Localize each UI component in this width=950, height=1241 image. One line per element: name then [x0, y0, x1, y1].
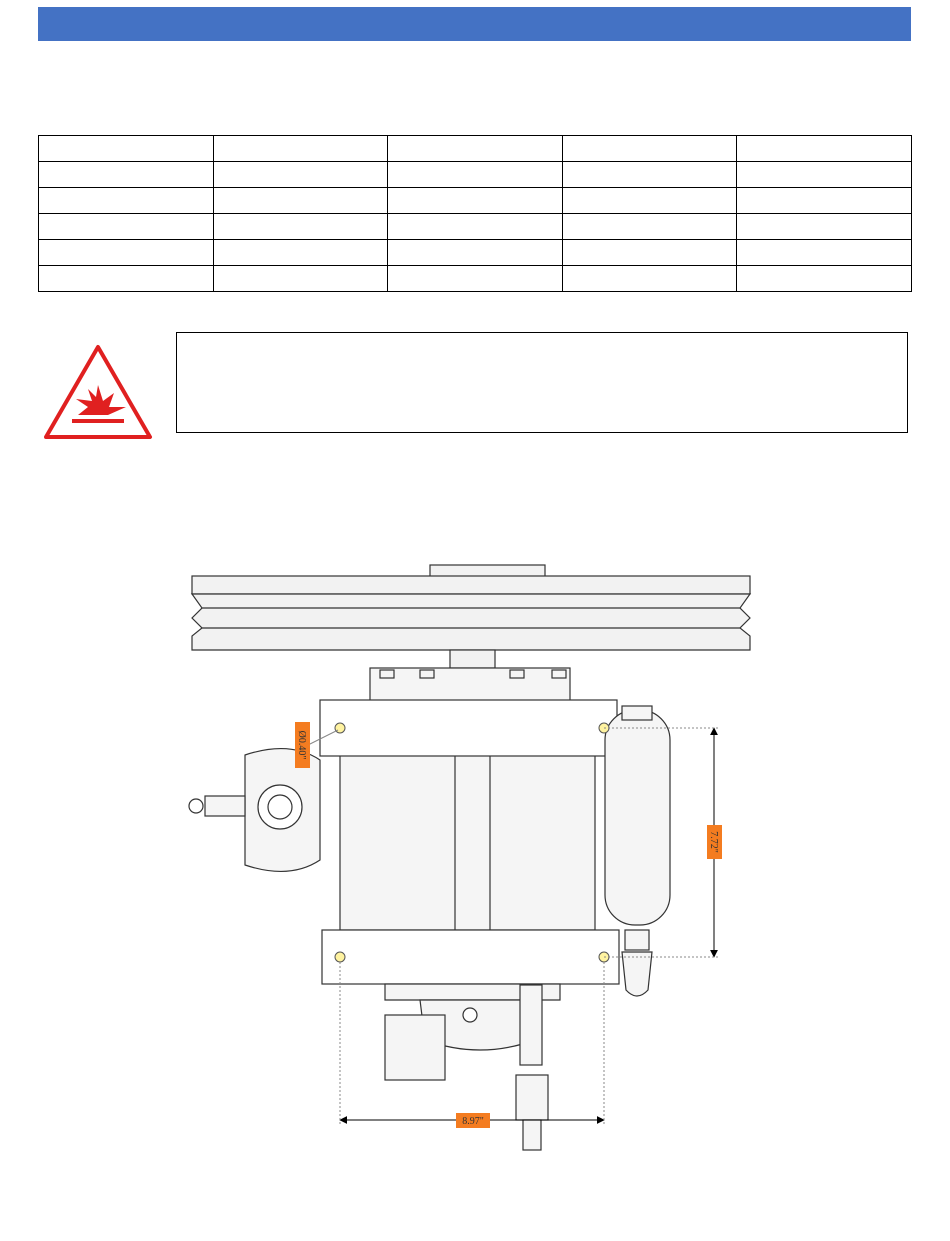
table-cell: [39, 240, 214, 266]
explosion-hazard-icon: [42, 343, 154, 441]
warning-message-box: [176, 332, 908, 433]
table-cell: [39, 136, 214, 162]
width-dimension-text: 8.97": [462, 1116, 484, 1127]
pump-mounting-drawing: [180, 560, 760, 1160]
table-row: [39, 136, 912, 162]
table-cell: [213, 136, 388, 162]
table-cell: [39, 162, 214, 188]
table-cell: [737, 214, 912, 240]
table-cell: [562, 266, 737, 292]
dimension-label-hole: [295, 722, 310, 768]
table-row: [39, 214, 912, 240]
table-cell: [562, 188, 737, 214]
table-row: [39, 266, 912, 292]
table-cell: [213, 162, 388, 188]
table-cell: [737, 266, 912, 292]
table-cell: [39, 214, 214, 240]
table-row: [39, 162, 912, 188]
table-cell: [213, 266, 388, 292]
table-cell: [737, 188, 912, 214]
table-cell: [737, 240, 912, 266]
table-cell: [562, 240, 737, 266]
table-cell: [213, 214, 388, 240]
table-cell: [39, 266, 214, 292]
table-cell: [562, 214, 737, 240]
dimension-label-height: [707, 825, 722, 859]
table-cell: [213, 188, 388, 214]
table-cell: [213, 240, 388, 266]
spec-table: [38, 135, 912, 292]
table-cell: [388, 162, 563, 188]
hole-diameter-text: Ø0.40": [296, 730, 307, 760]
table-cell: [39, 188, 214, 214]
table-cell: [388, 188, 563, 214]
table-cell: [388, 266, 563, 292]
section-header-bar: [38, 7, 911, 41]
table-cell: [388, 136, 563, 162]
table-cell: [737, 136, 912, 162]
pulley: [192, 565, 750, 668]
table-cell: [388, 240, 563, 266]
table-row: [39, 240, 912, 266]
table-cell: [562, 162, 737, 188]
height-dimension-text: 7.72": [708, 831, 719, 853]
pump-body: [189, 668, 670, 1150]
table-cell: [737, 162, 912, 188]
dimension-label-width: [456, 1113, 490, 1128]
table-cell: [388, 214, 563, 240]
table-cell: [562, 136, 737, 162]
table-row: [39, 188, 912, 214]
